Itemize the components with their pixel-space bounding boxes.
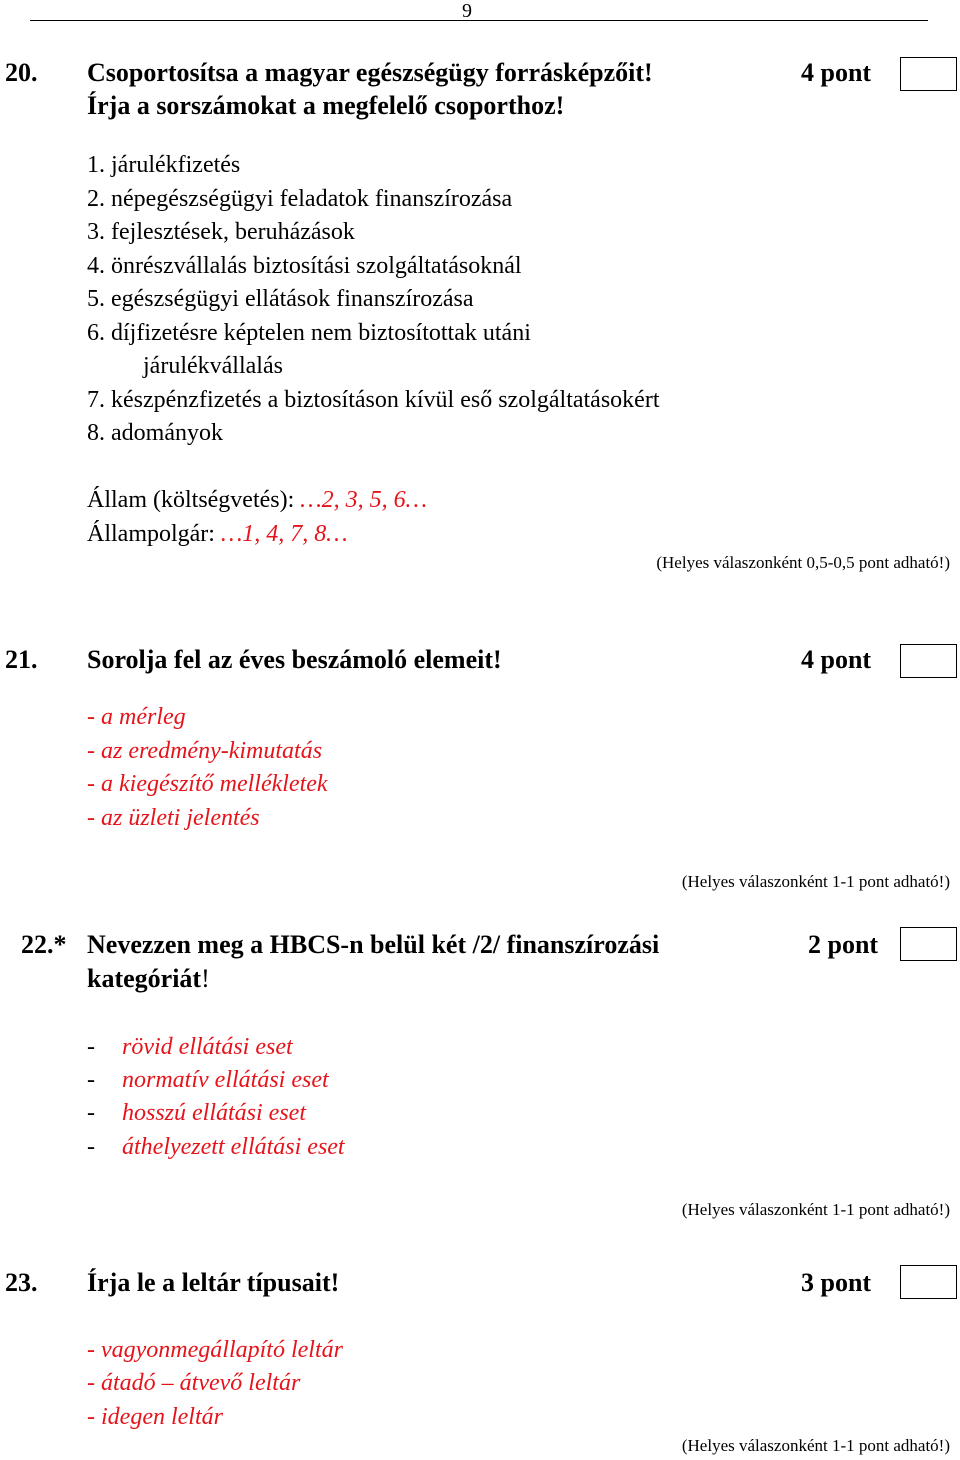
answer-item: rövid ellátási eset: [122, 1034, 293, 1060]
group-state: [87, 487, 427, 514]
score-box[interactable]: [900, 927, 957, 961]
answer-item: - a mérleg: [87, 704, 186, 730]
bullet: -: [87, 1067, 95, 1093]
scoring-note: (Helyes válaszonként 1-1 pont adható!): [681, 872, 950, 891]
question-number: 21.: [5, 645, 38, 674]
score-box[interactable]: [900, 644, 957, 678]
scoring-note: (Helyes válaszonként 1-1 pont adható!): [681, 1436, 950, 1455]
bullet: -: [87, 1100, 95, 1126]
points-label: 4 pont: [801, 58, 872, 87]
points-label: 2 pont: [808, 930, 879, 959]
group-citizen-answer: …1, 4, 7, 8…: [220, 521, 348, 547]
answer-item: - vagyonmegállapító leltár: [87, 1337, 343, 1363]
list-item: 2. népegészségügyi feladatok finanszírozása: [87, 186, 513, 212]
answer-item: - az üzleti jelentés: [87, 805, 260, 831]
points-label: 4 pont: [801, 645, 872, 674]
page-number: 9: [462, 0, 472, 22]
question-text-bold: kategóriát: [87, 964, 202, 993]
question-number: 22.*: [21, 930, 67, 959]
list-item-continuation: járulékvállalás: [143, 353, 283, 379]
answer-item: normatív ellátási eset: [122, 1067, 329, 1093]
question-text-line2: Írja a sorszámokat a megfelelő csoporthoz!: [87, 91, 565, 120]
group-state-label: Állam (költségvetés):: [87, 487, 301, 513]
question-number: 23.: [5, 1268, 38, 1297]
question-text-line1: Csoportosítsa a magyar egészségügy forrásképzőit!: [87, 58, 653, 87]
list-item: 1. járulékfizetés: [87, 152, 241, 178]
answer-item: - átadó – átvevő leltár: [87, 1370, 301, 1396]
bullet: -: [87, 1034, 95, 1060]
scoring-note: (Helyes válaszonként 1-1 pont adható!): [681, 1200, 950, 1219]
question-text-line1: Nevezzen meg a HBCS-n belül két /2/ finanszírozási: [87, 930, 660, 959]
bullet: -: [87, 1134, 95, 1160]
list-item: 7. készpénzfizetés a biztosításon kívül eső szolgáltatásokért: [87, 387, 660, 413]
question-text-punct: !: [201, 964, 210, 993]
group-citizen: [87, 521, 348, 548]
question-text: Írja le a leltár típusait!: [87, 1268, 340, 1297]
score-box[interactable]: [900, 57, 957, 91]
list-item: 5. egészségügyi ellátások finanszírozása: [87, 286, 474, 312]
list-item: 8. adományok: [87, 420, 223, 446]
answer-item: - idegen leltár: [87, 1404, 223, 1430]
score-box[interactable]: [900, 1265, 957, 1299]
scoring-note: (Helyes válaszonként 0,5-0,5 pont adható!): [656, 553, 950, 572]
answer-item: áthelyezett ellátási eset: [122, 1134, 345, 1160]
list-item: 3. fejlesztések, beruházások: [87, 219, 355, 245]
question-text: Sorolja fel az éves beszámoló elemeit!: [87, 645, 502, 674]
question-text-line2: [87, 964, 210, 994]
answer-item: - a kiegészítő mellékletek: [87, 771, 328, 797]
answer-item: hosszú ellátási eset: [122, 1100, 306, 1126]
answer-item: - az eredmény-kimutatás: [87, 738, 323, 764]
header-rule: [30, 20, 928, 21]
question-number: 20.: [5, 58, 38, 87]
group-citizen-label: Állampolgár:: [87, 521, 221, 547]
group-state-answer: …2, 3, 5, 6…: [300, 487, 427, 513]
list-item: 4. önrészvállalás biztosítási szolgáltatásoknál: [87, 253, 522, 279]
list-item: 6. díjfizetésre képtelen nem biztosítottak utáni: [87, 320, 531, 346]
points-label: 3 pont: [801, 1268, 872, 1297]
